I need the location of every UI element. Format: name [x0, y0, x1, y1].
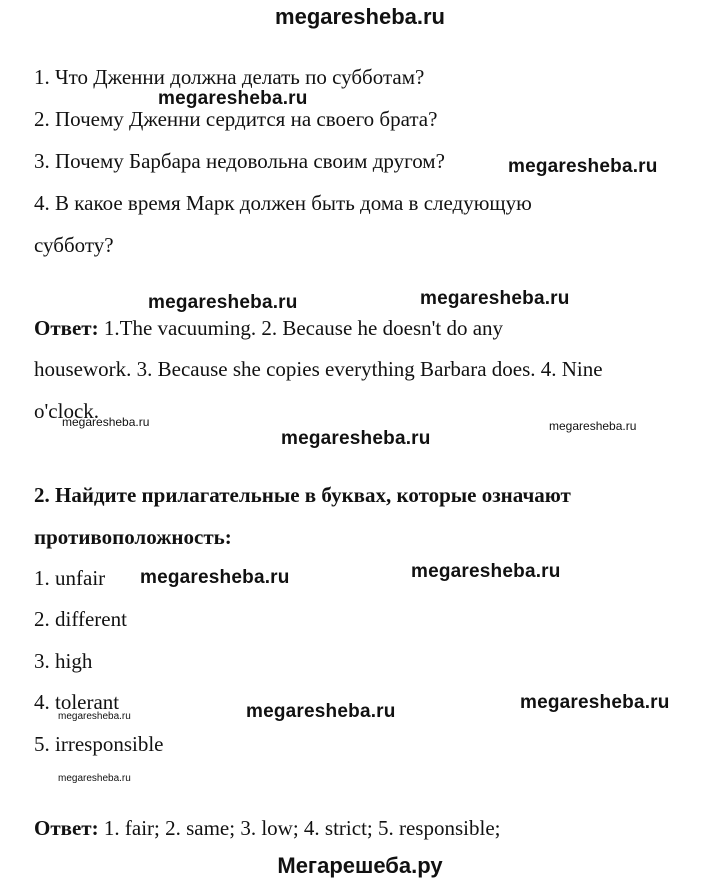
answer-1-line-1: [34, 315, 503, 341]
watermark: megaresheba.ru: [148, 292, 298, 313]
watermark: megaresheba.ru: [520, 692, 670, 713]
task-2-title: 2. Найдите прилагательные в буквах, которые означают: [34, 483, 571, 507]
task-2-item-1: 1. unfair: [34, 566, 106, 590]
answer-2-label: Ответ:: [34, 816, 99, 840]
watermark: megaresheba.ru: [246, 701, 396, 722]
watermark: megaresheba.ru: [281, 428, 431, 449]
watermark: megaresheba.ru: [58, 773, 131, 784]
answer-2: [34, 815, 500, 841]
question-4-cont: субботу?: [34, 233, 114, 257]
watermark: megaresheba.ru: [411, 561, 561, 582]
watermark: megaresheba.ru: [140, 567, 290, 588]
answer-1-line-2: housework. 3. Because she copies everything Barbara does. 4. Nine: [34, 357, 603, 381]
task-2-title-cont: противоположность:: [34, 525, 232, 549]
watermark: megaresheba.ru: [420, 288, 570, 309]
watermark: megaresheba.ru: [62, 415, 150, 429]
watermark: megaresheba.ru: [508, 156, 658, 177]
watermark: megaresheba.ru: [549, 419, 637, 433]
question-2: 2. Почему Дженни сердится на своего брата?: [34, 107, 438, 131]
watermark: megaresheba.ru: [158, 88, 308, 109]
task-2-item-2: 2. different: [34, 607, 127, 631]
task-2-item-4: 4. tolerant: [34, 690, 120, 714]
question-4: 4. В какое время Марк должен быть дома в следующую: [34, 191, 532, 215]
watermark: megaresheba.ru: [58, 711, 131, 722]
question-1: 1. Что Дженни должна делать по субботам?: [34, 65, 425, 89]
answer-1-text: 1.The vacuuming. 2. Because he doesn't do any: [98, 316, 504, 340]
task-2-item-3: 3. high: [34, 649, 93, 673]
answer-1-line-3: o'clock.: [34, 399, 100, 423]
question-3: 3. Почему Барбара недовольна своим другом?: [34, 149, 445, 173]
answer-label: Ответ:: [34, 316, 99, 340]
site-footer: Мегарешеба.ру: [277, 853, 443, 878]
site-header: megaresheba.ru: [275, 4, 445, 29]
answer-2-text: 1. fair; 2. same; 3. low; 4. strict; 5. responsible;: [98, 816, 501, 840]
task-2-item-5: 5. irresponsible: [34, 732, 164, 756]
